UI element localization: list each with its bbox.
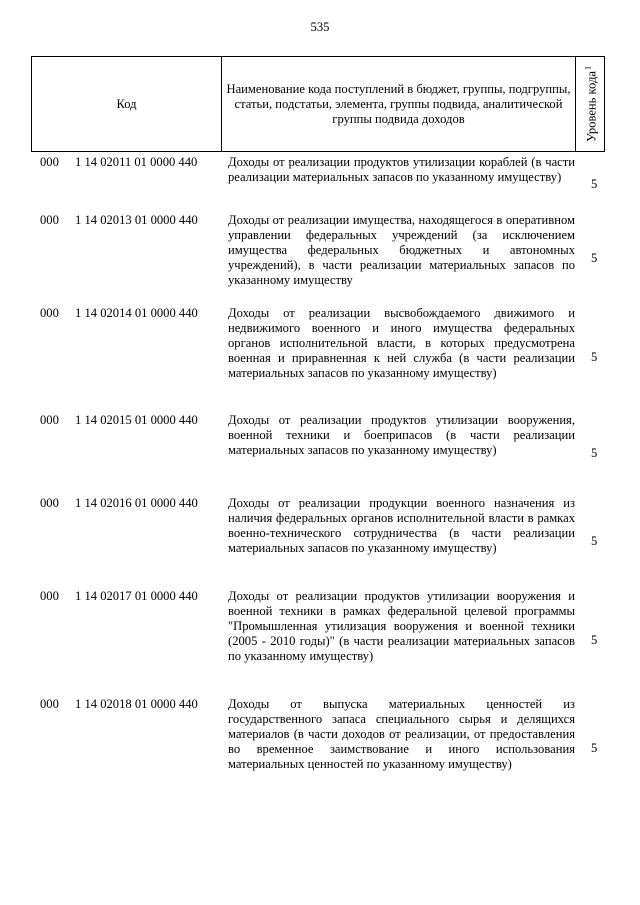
header-level xyxy=(581,66,600,142)
table-header xyxy=(31,56,605,152)
row-admin-code: 000 xyxy=(40,496,59,510)
header-level-footnote: 1 xyxy=(583,66,593,71)
row-admin-code: 000 xyxy=(40,697,59,711)
row-level: 5 xyxy=(591,251,598,265)
header-name: Наименование кода поступлений в бюджет, группы, подгруппы, статьи, подстатьи, элемента, группы подвида, аналитической группы подвида доходов xyxy=(222,57,576,151)
row-admin-code: 000 xyxy=(40,589,59,603)
row-name: Доходы от реализации имущества, находящегося в оперативном управлении федеральных учреждений (за исключением имущества федеральных бюджетных и автономных учреждений), в части реализации материальных запасов по указанному имуществу xyxy=(228,213,575,287)
row-admin-code: 000 xyxy=(40,413,59,427)
row-name: Доходы от выпуска материальных ценностей из государственного запаса специального сырья и делящихся материалов (в части доходов от реализации, от предоставления во временное заимствование и иного использования материальных ценностей по указанному имуществу) xyxy=(228,697,575,771)
row-admin-code: 000 xyxy=(40,155,59,169)
row-name: Доходы от реализации продуктов утилизации вооружения и военной техники в рамках федеральной целевой программы "Промышленная утилизация вооружения и военной техники (2005 - 2010 годы)" (в части реализации материальных запасов по указанному имуществу) xyxy=(228,589,575,663)
row-income-code: 1 14 02016 01 0000 440 xyxy=(75,496,198,510)
page-number: 535 xyxy=(310,20,330,34)
row-name: Доходы от реализации продуктов утилизации вооружения, военной техники и боеприпасов (в части реализации материальных запасов по указанному имуществу) xyxy=(228,413,575,457)
row-level: 5 xyxy=(591,534,598,548)
row-name: Доходы от реализации высвобождаемого движимого и недвижимого военного и иного имущества федеральных органов исполнительной власти, в которых предусмотрена военная и приравненная к ней служба (в части реализации материальных запасов по указанному имуществу) xyxy=(228,306,575,380)
row-income-code: 1 14 02014 01 0000 440 xyxy=(75,306,198,320)
row-name: Доходы от реализации продуктов утилизации кораблей (в части реализации материальных запасов по указанному имуществу) xyxy=(228,155,575,184)
row-level: 5 xyxy=(591,446,598,460)
row-name: Доходы от реализации продукции военного назначения из наличия федеральных органов исполнительной власти в рамках военно-технического сотрудничества (в части реализации материальных запасов по указанному имуществу) xyxy=(228,496,575,555)
row-level: 5 xyxy=(591,350,598,364)
row-income-code: 1 14 02015 01 0000 440 xyxy=(75,413,198,427)
row-income-code: 1 14 02018 01 0000 440 xyxy=(75,697,198,711)
row-level: 5 xyxy=(591,741,598,755)
row-admin-code: 000 xyxy=(40,306,59,320)
row-level: 5 xyxy=(591,633,598,647)
row-income-code: 1 14 02011 01 0000 440 xyxy=(75,155,198,169)
row-level: 5 xyxy=(591,177,598,191)
header-code: Код xyxy=(32,57,222,151)
header-level-label: Уровень кода xyxy=(584,71,599,142)
row-income-code: 1 14 02017 01 0000 440 xyxy=(75,589,198,603)
row-income-code: 1 14 02013 01 0000 440 xyxy=(75,213,198,227)
header-level-cell xyxy=(576,57,604,151)
row-admin-code: 000 xyxy=(40,213,59,227)
